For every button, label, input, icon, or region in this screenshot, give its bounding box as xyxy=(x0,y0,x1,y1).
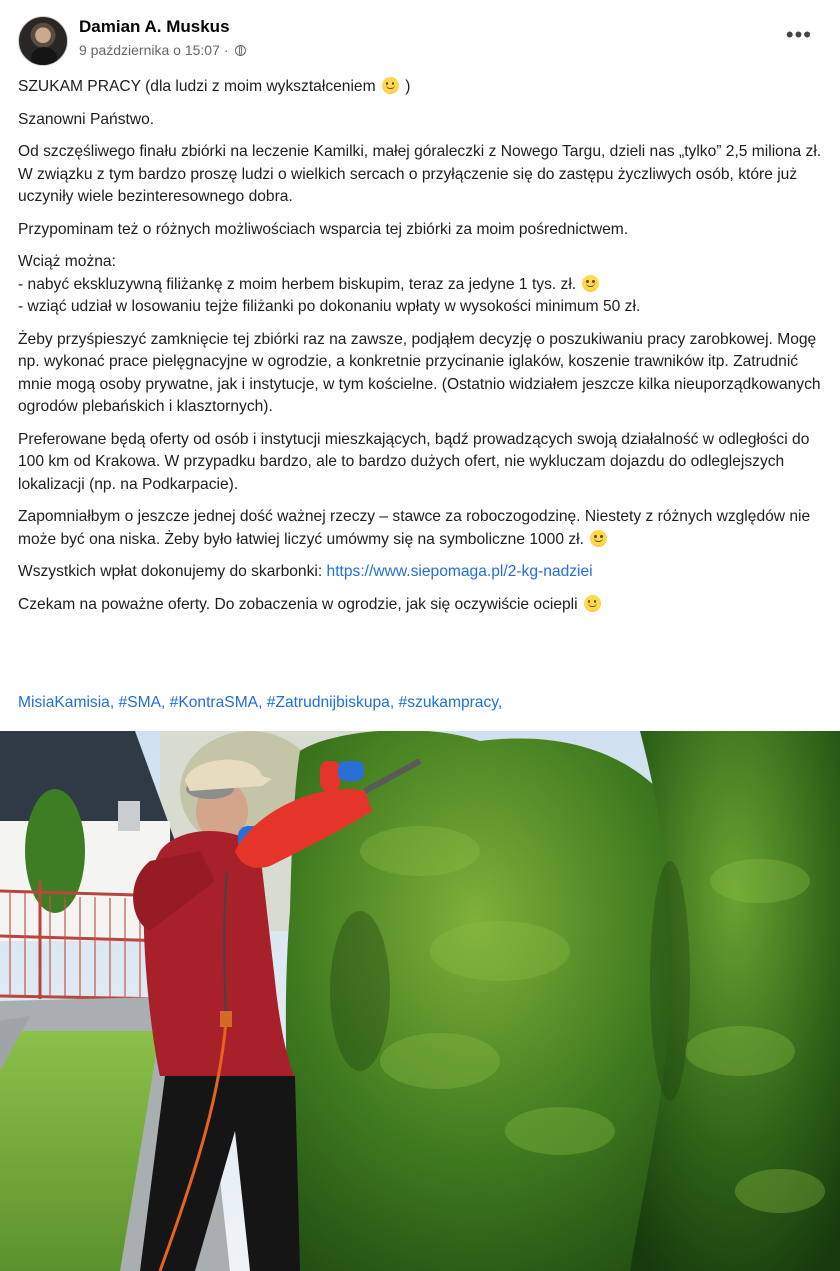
post-paragraph-7: Wszystkich wpłat dokonujemy do skarbonki: https://www.siepomaga.pl/2-kg-nadziei xyxy=(18,563,593,580)
post-photo[interactable] xyxy=(0,731,840,1271)
post-meta xyxy=(79,42,246,58)
post-paragraph-2: Przypominam też o różnych możliwościach wsparcia tej zbiórki za moim pośrednictwem. xyxy=(18,220,629,238)
hashtag-link[interactable]: #Zatrudnijbiskupa, xyxy=(266,694,395,711)
post-paragraph-5: Preferowane będą oferty od osób i instytucji mieszkających, bądź prowadzących swoją działalność w odległości do 100 km od Krakowa. W przypadku bardzo, ale to bardzo dużych ofert, nie wykluczam dojazdu do odleglejszych lokalizacji (np. na Podkarpacie). xyxy=(18,430,810,493)
post-paragraph-8: Czekam na poważne oferty. Do zobaczenia w ogrodzie, jak się oczywiście ociepli xyxy=(18,594,823,617)
hashtag-link[interactable]: MisiaKamisia, xyxy=(18,694,115,711)
post-title: SZUKAM PRACY (dla ludzi z moim wykształceniem ) xyxy=(18,78,411,95)
post-paragraph-1: Od szczęśliwego finału zbiórki na leczenie Kamilki, małej góraleczki z Nowego Targu, dzieli nas „tylko” 2,5 miliona zł. W związku z tym bardzo proszę ludzi o wielkich sercach o przyłączenie się do zastępu życzliwych osób, które już uczyniły wiele bezinteresownego dobra. xyxy=(18,143,822,205)
post-greeting: Szanowni Państwo. xyxy=(18,110,155,128)
more-dots-icon[interactable]: ••• xyxy=(785,22,812,47)
hashtag-link[interactable]: #KontraSMA, xyxy=(169,694,263,711)
hedge-trimming-photo xyxy=(0,731,840,1271)
smiley-icon xyxy=(582,275,599,292)
hashtag-link[interactable]: #szukampracy, xyxy=(398,694,503,711)
post-paragraph-6: Zapomniałbym o jeszcze jednej dość ważnej rzeczy – stawce za roboczogodzinę. Niestety z różnych względów nie może być ona niska. Żeby było łatwiej liczyć umówmy się na symboliczne 1000 zł. xyxy=(18,508,811,548)
post-header xyxy=(18,14,822,64)
post-paragraph-4: Żeby przyśpieszyć zamknięcie tej zbiórki raz na zawsze, podjąłem decyzję o poszukiwaniu pracy zarobkowej. Mogę np. wykonać prace pielęgnacyjne w ogrodzie, a konkretnie przycinanie iglaków, koszenie trawników itp. Zatrudnić mnie mogą osoby prywatne, jak i instytucje, w tym kościelne. (Ostatnio widziałem jeszcze kilka nieuporządkowanych ogrodów plebańskich i klasztornych). xyxy=(18,330,821,415)
meta-separator: · xyxy=(223,42,229,58)
post-timestamp[interactable]: 9 października o 15:07 xyxy=(79,42,220,58)
smiley-icon xyxy=(382,77,399,94)
post-body xyxy=(18,76,823,626)
hashtag-list xyxy=(18,694,502,712)
author-name[interactable]: Damian A. Muskus xyxy=(79,17,230,36)
post-paragraph-3: Wciąż można: - nabyć ekskluzywną filiżankę z moim herbem biskupim, teraz za jedyne 1 tys. zł. - wziąć udział w losowaniu tejże filiżanki po dokonaniu wpłaty w wysokości minimum 50 zł. xyxy=(18,253,641,315)
author-avatar[interactable] xyxy=(18,16,68,66)
hashtag-link[interactable]: #SMA, xyxy=(118,694,166,711)
donation-link[interactable]: https://www.siepomaga.pl/2-kg-nadziei xyxy=(326,563,593,580)
globe-icon xyxy=(235,45,246,56)
smiley-icon xyxy=(584,595,601,612)
smiley-icon xyxy=(590,530,607,547)
